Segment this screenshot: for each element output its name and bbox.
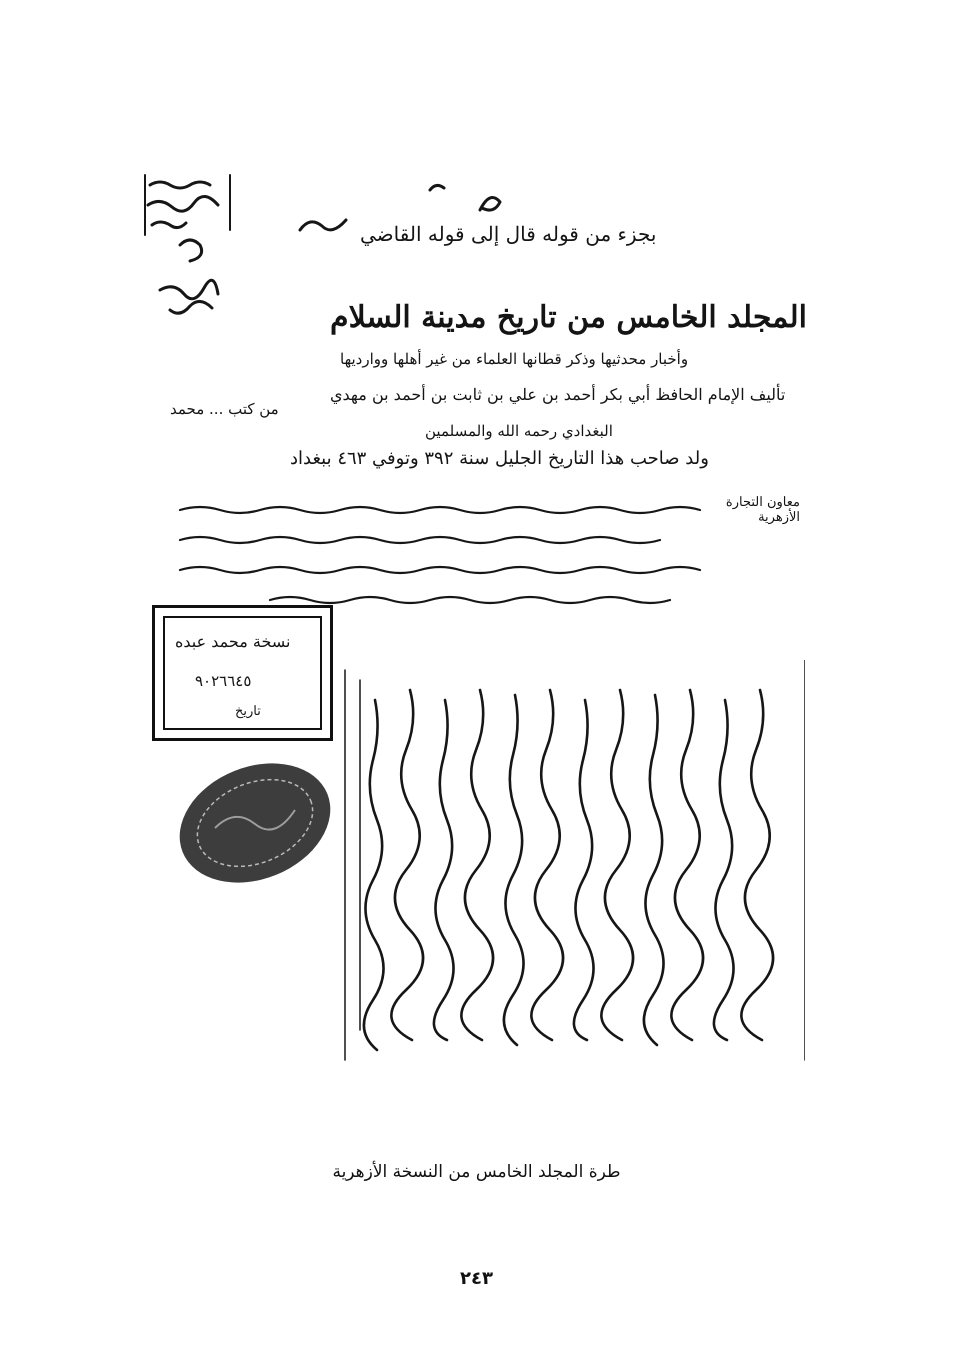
figure-caption: طرة المجلد الخامس من النسخة الأزهرية <box>332 1162 621 1182</box>
manuscript-image <box>130 160 810 1080</box>
stamp-line-2: ٩٠٢٦٦٤٥ <box>195 672 252 690</box>
handwritten-notes-block <box>335 660 805 1080</box>
stamp-line-1: نسخة محمد عبده <box>175 632 291 651</box>
page-number: ٢٤٣ <box>460 1268 493 1289</box>
manuscript-line-4: تأليف الإمام الحافظ أبي بكر أحمد بن علي بن ثابت بن أحمد بن مهدي <box>330 385 786 404</box>
manuscript-line-1: بجزء من قوله قال إلى قوله القاضي <box>360 222 657 246</box>
marginal-note-top-left <box>140 170 235 330</box>
manuscript-title: المجلد الخامس من تاريخ مدينة السلام <box>330 300 807 335</box>
side-note-right: معاون التجارة الأزهرية <box>725 495 800 525</box>
side-note-top: من كتب ... محمد <box>170 400 279 418</box>
stamp-line-3: تاريخ <box>235 704 261 719</box>
manuscript-line-3: وأخبار محدثيها وذكر قطانها العلماء من غير أهلها ووارديها <box>340 350 689 368</box>
handwritten-flourish <box>280 180 520 250</box>
manuscript-line-6: ولد صاحب هذا التاريخ الجليل سنة ٣٩٢ وتوفي ٤٦٣ ببغداد <box>290 448 709 469</box>
contents-block <box>170 490 730 620</box>
library-stamp <box>152 605 333 741</box>
oval-seal <box>170 758 340 888</box>
manuscript-line-5: البغدادي رحمه الله والمسلمين <box>425 422 613 440</box>
